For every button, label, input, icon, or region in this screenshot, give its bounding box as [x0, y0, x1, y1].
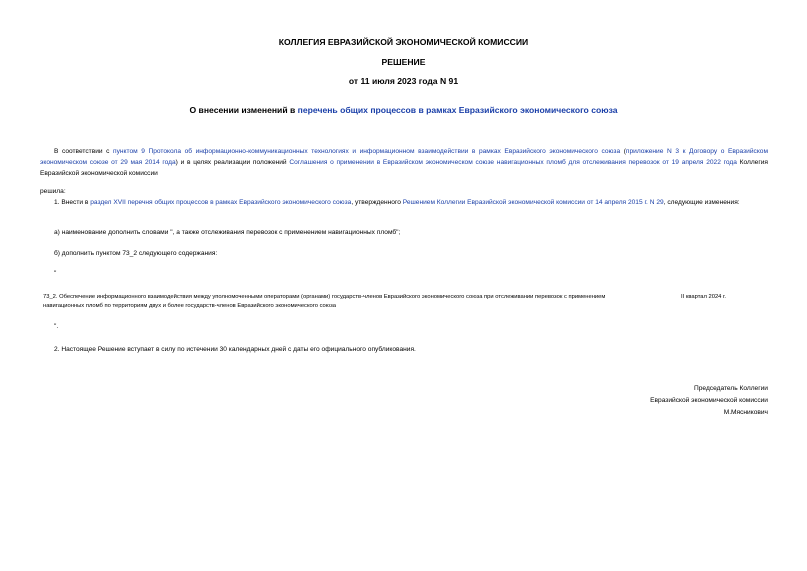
signature-block	[650, 383, 768, 419]
item-b: б) дополнить пунктом 73_2 следующего содержания:	[54, 250, 218, 257]
signature-title: Председатель Коллегии	[694, 385, 768, 392]
doc-type: РЕШЕНИЕ	[381, 57, 426, 67]
preamble-paragraph	[40, 146, 768, 179]
quote-open: "	[54, 270, 57, 277]
section-xvii-link[interactable]: раздел XVII перечня общих процессов в рамках Евразийского экономического союза	[90, 199, 352, 206]
item-2: 2. Настоящее Решение вступает в силу по истечении 30 календарных дней с даты его официального опубликования.	[54, 346, 416, 353]
preamble-text: В соответствии с	[54, 148, 114, 155]
item-1-paragraph	[40, 197, 768, 208]
signature-org: Евразийской экономической комиссии	[650, 397, 768, 404]
item-1-text: , утвержденного	[351, 199, 403, 206]
row-73-2-text: 73_2. Обеспечение информационного взаимодействия между уполномоченными операторами (органами) государств-членов Евразийского экономического союза при отслеживании перевозок с применением навигационных пломб по территориям двух и более государств-членов Евразийского экономического союза	[43, 294, 606, 309]
row-73-2-period: II квартал 2024 г.	[681, 294, 727, 300]
org-title: КОЛЛЕГИЯ ЕВРАЗИЙСКОЙ ЭКОНОМИЧЕСКОЙ КОМИССИИ	[278, 37, 529, 47]
item-1-text: , следующие изменения:	[663, 199, 740, 206]
item-1-text: 1. Внести в	[54, 199, 91, 206]
preamble-text: ) и в целях реализации положений	[175, 159, 290, 166]
quote-close: ".	[54, 323, 59, 330]
signature-name: М.Мясникович	[723, 409, 768, 416]
preamble-text: (	[620, 148, 626, 155]
decision-29-link[interactable]: Решением Коллегии Евразийской экономической комиссии от 14 апреля 2015 г. N 29	[402, 199, 664, 206]
protocol-link[interactable]: пунктом 9 Протокола об информационно-коммуникационных технологиях и информационном взаимодействии в рамках Евразийского экономического союза	[113, 148, 621, 155]
processes-list-link[interactable]: перечень общих процессов в рамках Евразийского экономического союза	[297, 105, 618, 115]
preamble-text: Коллегия Евразийской экономической комиссии	[40, 159, 769, 177]
doc-subject	[0, 105, 807, 115]
treaty-annex-link[interactable]: приложение N 3 к Договору о Евразийском экономическом союзе от 29 мая 2014 года	[40, 148, 768, 166]
resolved-label: решила:	[40, 188, 66, 195]
doc-subject-text: О внесении изменений в	[189, 105, 298, 115]
agreement-link[interactable]: Соглашения о применении в Евразийском экономическом союзе навигационных пломб для отслеживания перевозок от 19 апреля 2022 года	[289, 159, 737, 166]
doc-date-number: от 11 июля 2023 года N 91	[348, 76, 459, 86]
item-a: а) наименование дополнить словами ", а также отслеживания перевозок с применением навигационных пломб";	[54, 229, 401, 236]
